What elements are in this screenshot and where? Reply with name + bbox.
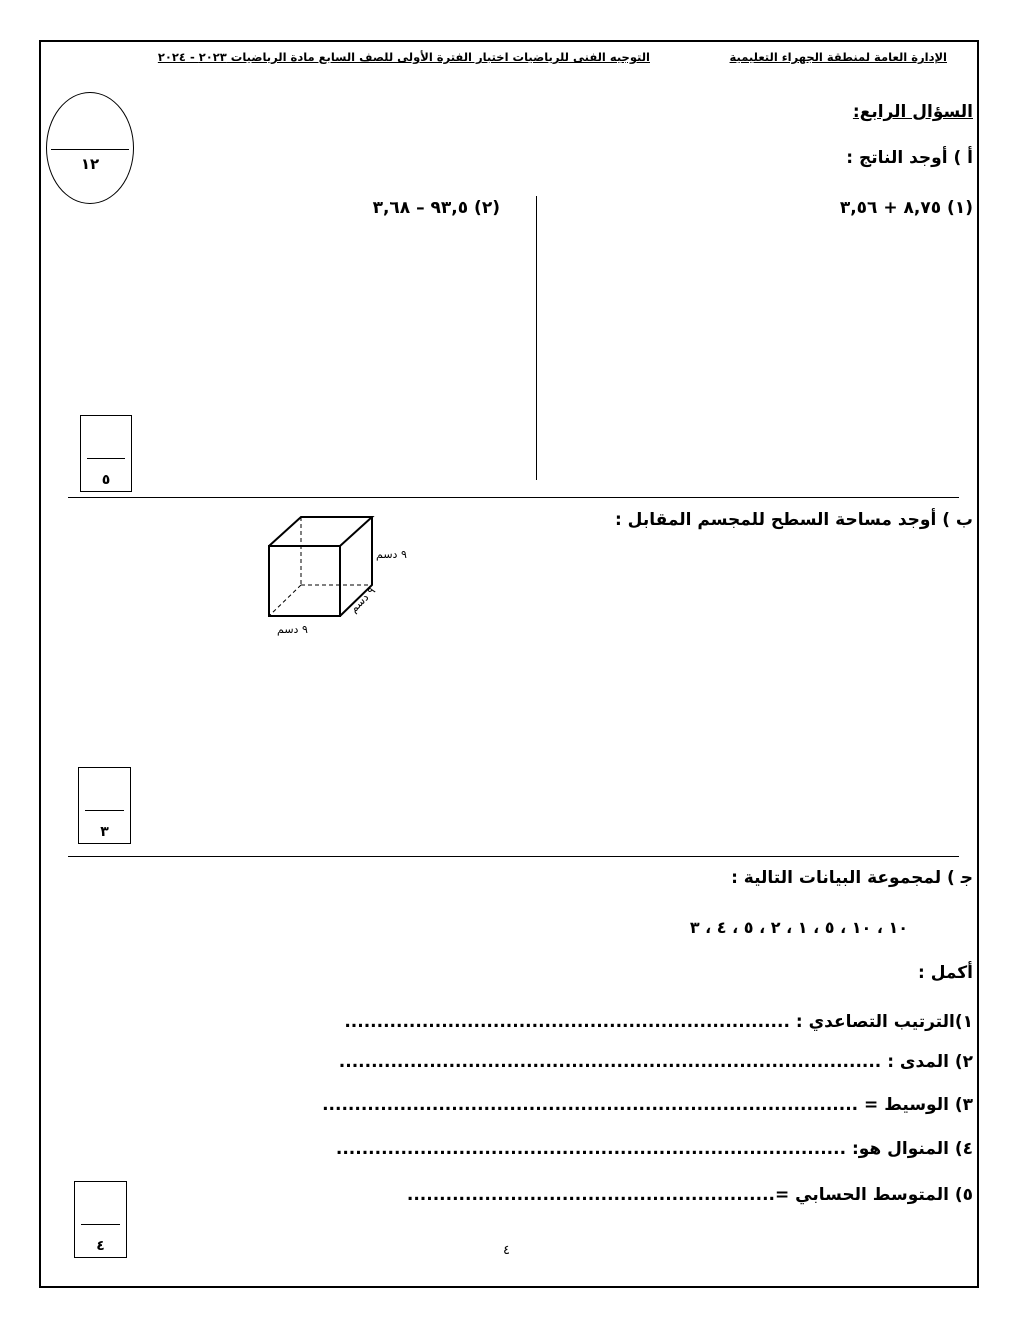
part-a-title: أ ) أوجد الناتج :: [846, 148, 973, 168]
item-mode: ٤) المنوال هو: ...............................................................................: [335, 1139, 973, 1159]
part-c-score-box: [74, 1181, 127, 1258]
total-score: ١٢: [80, 155, 100, 173]
header-left: التوجيه الفنى للرياضيات اختبار الفترة الأولى للصف السابع مادة الرياضيات ٢٠٢٣ - ٢٠٢٤: [157, 50, 650, 64]
part-a-score-box: [80, 415, 132, 492]
cube-label-width: ٩ دسم: [277, 623, 308, 636]
question-title: السؤال الرابع:: [852, 102, 973, 122]
cube-label-depth: ٩ دسم: [347, 584, 379, 616]
total-score-circle: [46, 92, 134, 204]
part-a-score: ٥: [101, 472, 111, 488]
part-b-score: ٣: [100, 824, 109, 840]
part-c-score: ٤: [96, 1238, 105, 1254]
section-divider-1: [68, 497, 959, 498]
header-right: الإدارة العامة لمنطقة الجهراء التعليمية: [729, 50, 947, 64]
page-number: ٤: [503, 1243, 510, 1258]
item-mean: ٥) المتوسط الحسابي =.........................................................: [406, 1185, 973, 1205]
data-set: ١٠ ، ١٠ ، ٥ ، ١ ، ٢ ، ٥ ، ٤ ، ٣: [689, 918, 908, 937]
part-b-title: ب ) أوجد مساحة السطح للمجسم المقابل :: [614, 510, 973, 530]
part-c-title: ﺟ ) لمجموعة البيانات التالية :: [731, 868, 973, 888]
item-range: ٢) المدى : ....................................................................................: [338, 1052, 973, 1072]
part-a-divider: [536, 196, 537, 480]
problem-1: (١) ٨,٧٥ + ٣,٥٦: [839, 198, 973, 218]
item-ascending-order: ١)الترتيب التصاعدي : .....................................................................: [344, 1012, 973, 1032]
cube-top-face: [269, 517, 372, 546]
cube-label-height: ٩ دسم: [376, 548, 407, 561]
problem-2: (٢) ٩٣,٥ – ٣,٦٨: [372, 198, 500, 218]
part-b-score-box: [78, 767, 131, 844]
cube-hidden-edge-diagonal: [269, 585, 301, 616]
section-divider-2: [68, 856, 959, 857]
complete-label: أكمل :: [917, 963, 973, 983]
item-median: ٣) الوسيط = ...................................................................................: [322, 1095, 973, 1115]
